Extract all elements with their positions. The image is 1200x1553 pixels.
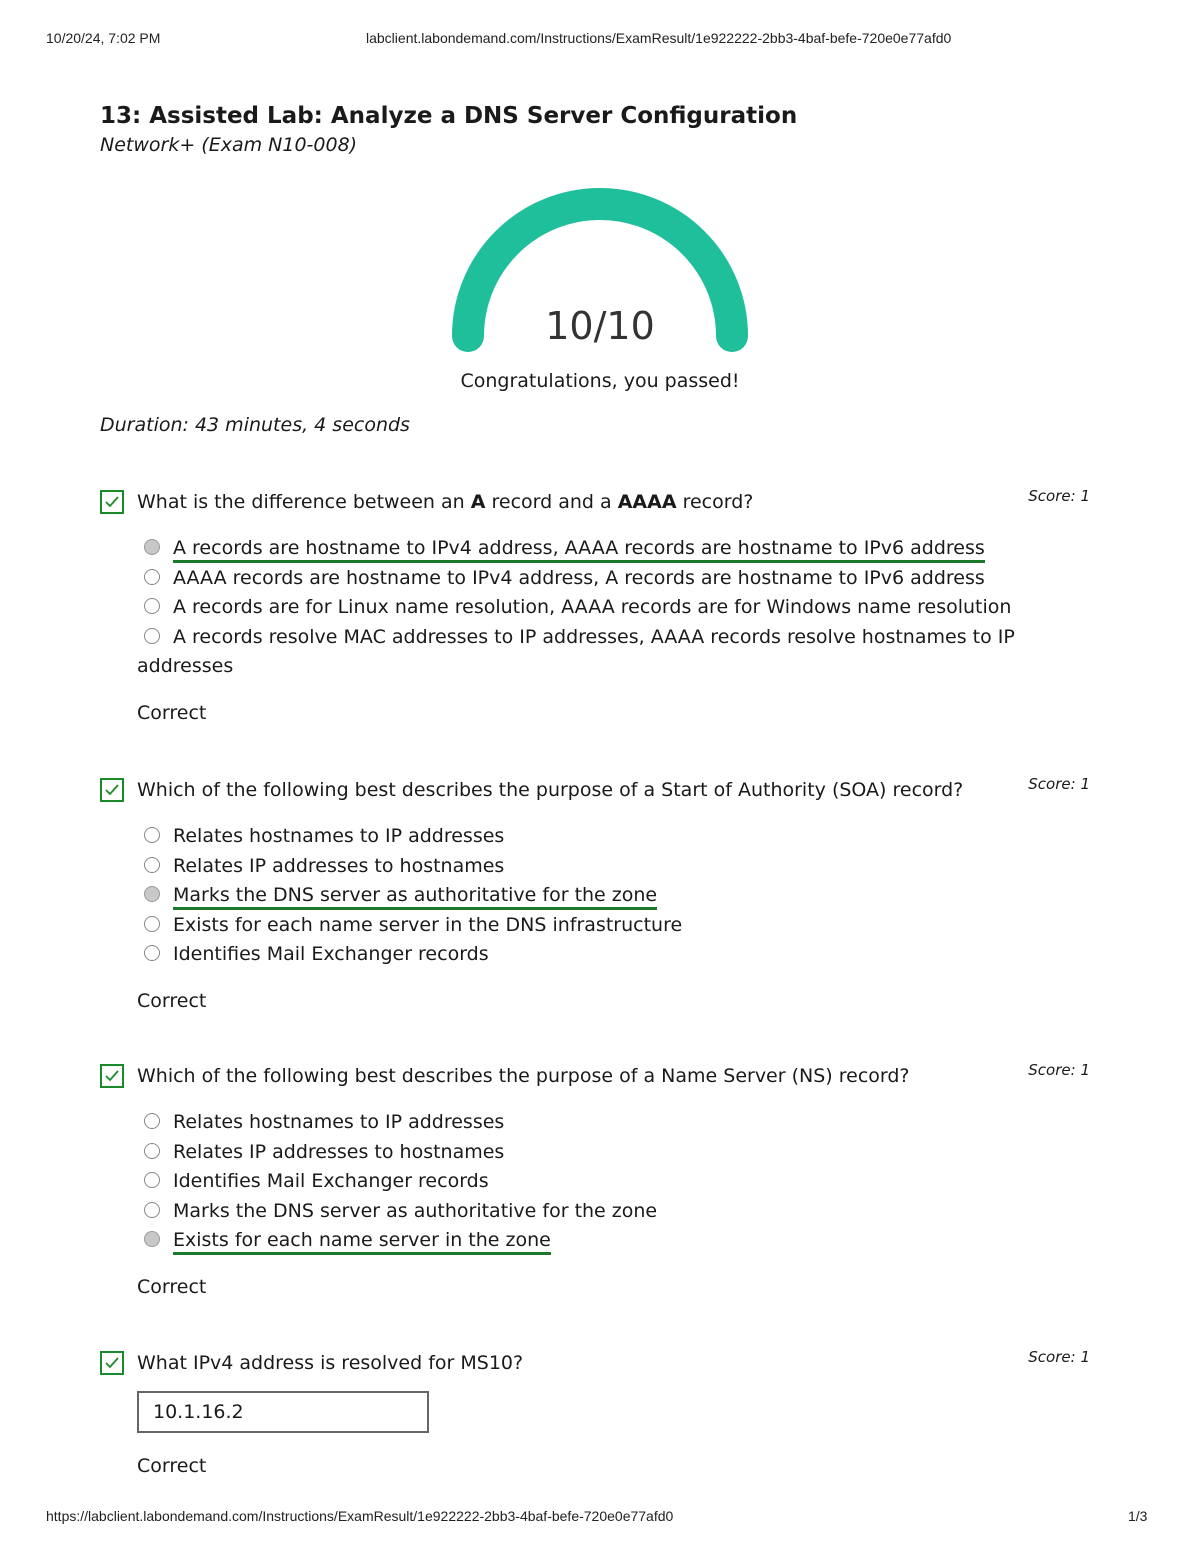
answer-option[interactable]	[137, 940, 1057, 970]
question-result: Correct	[137, 1275, 207, 1298]
option-label: Marks the DNS server as authoritative for the zone	[173, 884, 657, 910]
question-text: What is the difference between an A record and a AAAA record?	[137, 491, 754, 513]
radio-button-icon[interactable]	[144, 569, 160, 585]
question-text: What IPv4 address is resolved for MS10?	[137, 1352, 524, 1374]
page-title: 13: Assisted Lab: Analyze a DNS Server Configuration	[100, 103, 798, 129]
radio-button-icon[interactable]	[144, 857, 160, 873]
score-value: 10/10	[545, 304, 655, 348]
duration: Duration: 43 minutes, 4 seconds	[100, 414, 410, 436]
answer-option[interactable]	[137, 1138, 1057, 1168]
question-result: Correct	[137, 1455, 207, 1477]
option-label: A records resolve MAC addresses to IP addresses, AAAA records resolve hostnames to IP	[173, 625, 1015, 648]
radio-button-icon[interactable]	[144, 628, 160, 644]
radio-button-icon[interactable]	[144, 945, 160, 961]
answer-option[interactable]	[137, 1226, 1057, 1256]
radio-button-icon[interactable]	[144, 1231, 160, 1247]
checkbox-checked-icon	[100, 1351, 124, 1375]
question-text: Which of the following best describes the purpose of a Start of Authority (SOA) record?	[137, 779, 964, 801]
checkbox-checked-icon	[100, 1064, 124, 1088]
radio-button-icon[interactable]	[144, 886, 160, 902]
option-label: Relates hostnames to IP addresses	[173, 1111, 505, 1133]
answer-option[interactable]	[137, 534, 1057, 564]
radio-button-icon[interactable]	[144, 1172, 160, 1188]
answer-option[interactable]	[137, 852, 1057, 882]
option-label: A records are for Linux name resolution, AAAA records are for Windows name resolution	[173, 596, 1012, 618]
checkbox-checked-icon	[100, 778, 124, 802]
option-label: Relates hostnames to IP addresses	[173, 825, 505, 847]
radio-button-icon[interactable]	[144, 1143, 160, 1159]
answer-option-continued	[137, 652, 1057, 682]
radio-button-icon[interactable]	[144, 598, 160, 614]
answer-option[interactable]	[137, 1197, 1057, 1227]
print-datetime: 10/20/24, 7:02 PM	[46, 30, 161, 46]
answer-option[interactable]	[137, 1108, 1057, 1138]
question-score: Score: 1	[1028, 775, 1090, 793]
option-label: Exists for each name server in the zone	[173, 1229, 551, 1255]
radio-button-icon[interactable]	[144, 1113, 160, 1129]
option-label: Relates IP addresses to hostnames	[173, 1140, 505, 1163]
option-label: Identifies Mail Exchanger records	[173, 1170, 489, 1192]
answer-option[interactable]	[137, 911, 1057, 941]
question-score: Score: 1	[1028, 1348, 1090, 1366]
question-result: Correct	[137, 989, 207, 1012]
option-label: A records are hostname to IPv4 address, AAAA records are hostname to IPv6 address	[173, 537, 985, 563]
answer-field[interactable]: 10.1.16.2	[137, 1391, 429, 1433]
answer-option[interactable]	[137, 1167, 1057, 1197]
pass-message: Congratulations, you passed!	[460, 370, 740, 392]
option-label: AAAA records are hostname to IPv4 address, A records are hostname to IPv6 address	[173, 566, 985, 589]
print-page-number: 1/3	[1128, 1508, 1148, 1524]
answer-option[interactable]	[137, 593, 1057, 623]
score-gauge	[450, 186, 750, 386]
checkbox-checked-icon	[100, 490, 124, 514]
question-text: Which of the following best describes the purpose of a Name Server (NS) record?	[137, 1065, 910, 1087]
radio-button-icon[interactable]	[144, 827, 160, 843]
answer-options	[137, 822, 1057, 1012]
exam-result	[100, 100, 1100, 1477]
answer-option[interactable]	[137, 623, 1057, 653]
option-label: Marks the DNS server as authoritative for the zone	[173, 1199, 658, 1222]
gauge-svg	[450, 186, 750, 386]
option-label: Exists for each name server in the DNS infrastructure	[173, 913, 683, 936]
option-label: Relates IP addresses to hostnames	[173, 854, 505, 877]
answer-option[interactable]	[137, 881, 1057, 911]
print-url-header: labclient.labondemand.com/Instructions/ExamResult/1e922222-2bb3-4baf-befe-720e0e77afd0	[366, 30, 952, 46]
print-url-footer: https://labclient.labondemand.com/Instructions/ExamResult/1e922222-2bb3-4baf-befe-720e0e77afd0	[46, 1508, 674, 1524]
option-label: Identifies Mail Exchanger records	[173, 943, 489, 965]
radio-button-icon[interactable]	[144, 916, 160, 932]
radio-button-icon[interactable]	[144, 539, 160, 555]
answer-option[interactable]	[137, 564, 1057, 594]
answer-option[interactable]	[137, 822, 1057, 852]
question-result: Correct	[137, 701, 207, 724]
answer-options	[137, 1108, 1057, 1298]
option-label: addresses	[137, 655, 234, 677]
answer-options	[137, 534, 1057, 724]
question-score: Score: 1	[1028, 1061, 1090, 1079]
radio-button-icon[interactable]	[144, 1202, 160, 1218]
page-subtitle: Network+ (Exam N10-008)	[100, 134, 358, 156]
question-score: Score: 1	[1028, 487, 1090, 505]
